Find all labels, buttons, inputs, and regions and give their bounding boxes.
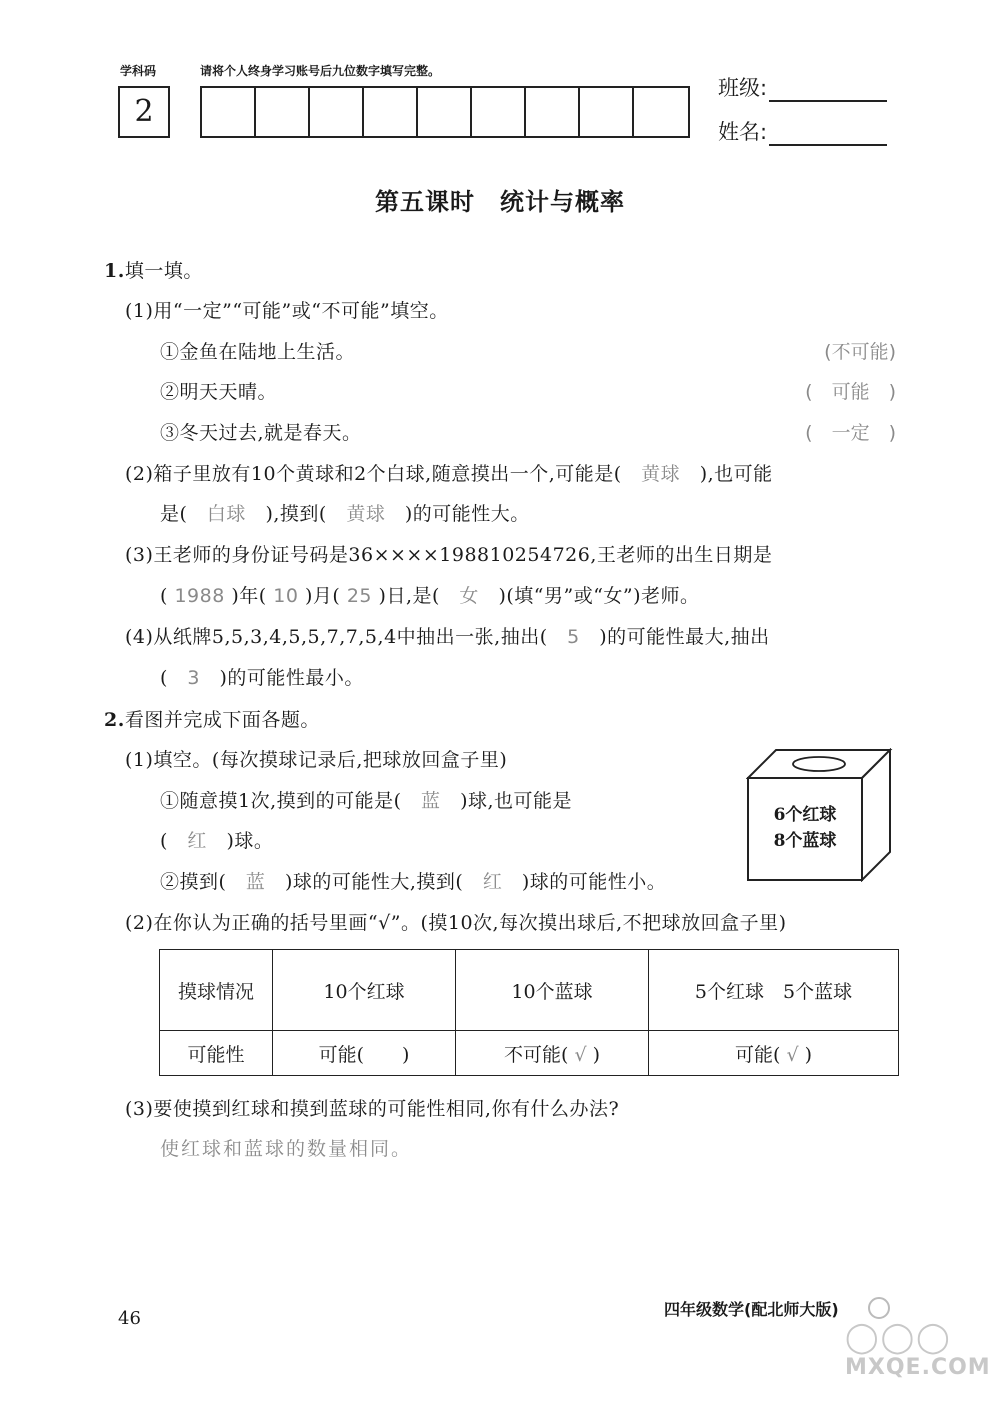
q1-p2-text-e: )的可能性大。 (404, 503, 530, 525)
q2-p1-item2 (160, 867, 666, 894)
cell-suffix: ) (402, 1043, 410, 1066)
subject-code-label: 学科码 (120, 64, 157, 78)
digit-box[interactable] (634, 88, 688, 136)
box-red-count: 6个红球 (773, 805, 837, 825)
q2-p1-i1-text-b: )球,也可能是 (460, 790, 573, 812)
account-instruction: 请将个人终身学习账号后九位数字填写完整。 (200, 64, 441, 78)
page-title: 第五课时 统计与概率 (375, 188, 625, 216)
ball-box-illustration (746, 748, 894, 886)
table-header-cell: 10个红球 (273, 950, 456, 1031)
q1-p3-text-e: )日,是( (378, 585, 440, 607)
q1-p3-text-b: ( (160, 585, 168, 607)
digit-box[interactable] (580, 88, 634, 136)
digit-box[interactable] (202, 88, 256, 136)
cell-suffix: ) (592, 1043, 601, 1066)
q1-p2-answer3: 黄球 (326, 503, 405, 525)
q1-p3-text-f: )(填“男”或“女”)老师。 (498, 585, 700, 607)
cell-prefix: 不可能( (503, 1043, 569, 1066)
q1-p4-text-b: )的可能性最大,抽出 (599, 626, 770, 648)
q1-p3-month: 10 (266, 585, 305, 607)
table-row (160, 1031, 899, 1076)
watermark-logo-icon: ◯◯◯ (845, 1320, 952, 1355)
box-label (748, 802, 862, 854)
q2-p1-i1-answer2: 红 (167, 830, 227, 852)
q1-p1-item2-answer: ( 可能 ) (805, 381, 896, 403)
table-header-cell: 5个红球 5个蓝球 (649, 950, 899, 1031)
q1-heading-text: 填一填。 (124, 260, 203, 282)
q2-p3-text: (3)要使摸到红球和摸到蓝球的可能性相同,你有什么办法? (125, 1098, 620, 1120)
q1-p3-line2 (160, 581, 700, 608)
table-row-label: 可能性 (160, 1031, 273, 1076)
q1-p2-text-c: 是( (160, 503, 188, 525)
footer-ornament-icon (868, 1297, 890, 1319)
table-header-cell: 10个蓝球 (456, 950, 649, 1031)
watermark (845, 1320, 991, 1380)
cell-prefix: 可能( (318, 1043, 364, 1066)
q1-p2-answer2: 白球 (187, 503, 266, 525)
q1-p1-item3-answer: ( 一定 ) (805, 422, 896, 444)
q2-number: 2. (104, 709, 125, 731)
cell-check-mark: √ (780, 1043, 805, 1066)
digit-box[interactable] (364, 88, 418, 136)
cell-prefix: 可能( (734, 1043, 781, 1066)
table-header-cell: 摸球情况 (160, 950, 273, 1031)
q2-p1-i2-answer2: 红 (463, 871, 522, 893)
q1-p1-item1-answer: (不可能) (824, 341, 896, 363)
q2-p3-answer: 使红球和蓝球的数量相同。 (160, 1138, 413, 1160)
q1-p2-text-b: ),也可能 (699, 463, 773, 485)
q1-p2-line2 (160, 499, 530, 526)
digit-box[interactable] (472, 88, 526, 136)
digit-box[interactable] (310, 88, 364, 136)
q2-heading-text: 看图并完成下面各题。 (124, 709, 320, 731)
digit-box[interactable] (526, 88, 580, 136)
cell-check-mark: √ (568, 1043, 593, 1066)
class-field (718, 72, 887, 102)
q1-p2-text-a: (2)箱子里放有10个黄球和2个白球,随意摸出一个,可能是( (125, 463, 622, 485)
name-label: 姓名: (718, 120, 768, 144)
q1-p1-item2: ②明天天晴。 (160, 381, 278, 403)
cell-suffix: ) (804, 1043, 813, 1066)
table-cell[interactable] (273, 1031, 456, 1076)
q1-p3-day: 25 (340, 585, 379, 607)
q2-p1-i1-answer1: 蓝 (401, 790, 461, 812)
q2-p1-i2-text-b: )球的可能性大,摸到( (284, 871, 464, 893)
q2-p2-text: (2)在你认为正确的括号里画“√”。(摸10次,每次摸出球后,不把球放回盒子里) (125, 912, 787, 934)
subject-code-box: 2 (118, 86, 170, 138)
q2-p1-i2-answer1: 蓝 (226, 871, 285, 893)
q1-p3-text-c: )年( (231, 585, 267, 607)
q1-p3-gender: 女 (439, 585, 499, 607)
table-cell[interactable] (456, 1031, 649, 1076)
q1-p1-item3: ③冬天过去,就是春天。 (160, 422, 362, 444)
q1-number: 1. (104, 260, 125, 282)
q2-p1-item1-line1 (160, 786, 572, 813)
probability-table (159, 949, 899, 1076)
q1-p4-answer2: 3 (167, 667, 220, 689)
q1-p1-item1: ①金鱼在陆地上生活。 (160, 341, 356, 363)
watermark-text: MXQE.COM (845, 1355, 991, 1380)
q1-p2-answer1: 黄球 (621, 463, 700, 485)
book-title: 四年级数学(配北师大版) (664, 1300, 839, 1319)
q1-p4-line2 (160, 663, 364, 690)
q2-p1-i2-text-c: )球的可能性小。 (521, 871, 667, 893)
name-field (718, 116, 887, 146)
class-label: 班级: (718, 76, 768, 100)
q1-p2-line1 (125, 459, 773, 486)
q1-p3-line1: (3)王老师的身份证号码是36××××198810254726,王老师的出生日期是 (125, 544, 773, 566)
table-header-row (160, 950, 899, 1031)
digit-box[interactable] (256, 88, 310, 136)
q1-p4-text-d: )的可能性最小。 (219, 667, 364, 689)
q2-p1-i1-text-d: )球。 (226, 830, 274, 852)
q2-heading (104, 705, 320, 732)
q1-heading (104, 256, 203, 283)
q1-p4-text-a: (4)从纸牌5,5,3,4,5,5,7,7,5,4中抽出一张,抽出( (125, 626, 548, 648)
cell-check-mark (364, 1044, 402, 1066)
name-blank[interactable] (769, 122, 887, 146)
q1-p4-line1 (125, 622, 770, 649)
table-cell[interactable] (649, 1031, 899, 1076)
q1-p4-text-c: ( (160, 667, 168, 689)
q1-p3-year: 1988 (167, 585, 232, 607)
q1-p3-text-d: )月( (304, 585, 341, 607)
q2-p1-i1-text-c: ( (160, 830, 168, 852)
digit-box[interactable] (418, 88, 472, 136)
page-number: 46 (118, 1308, 141, 1329)
q1-p2-text-d: ),摸到( (265, 503, 327, 525)
class-blank[interactable] (769, 78, 887, 102)
q2-p1-i1-text-a: ①随意摸1次,摸到的可能是( (160, 790, 402, 812)
q2-p1-text: (1)填空。(每次摸球记录后,把球放回盒子里) (125, 749, 508, 771)
q1-p1-text: (1)用“一定”“可能”或“不可能”填空。 (125, 300, 449, 322)
q1-p4-answer1: 5 (547, 626, 600, 648)
q2-p1-item1-line2 (160, 826, 273, 853)
q2-p1-i2-text-a: ②摸到( (160, 871, 227, 893)
account-digit-boxes (200, 86, 690, 138)
box-blue-count: 8个蓝球 (773, 831, 837, 851)
